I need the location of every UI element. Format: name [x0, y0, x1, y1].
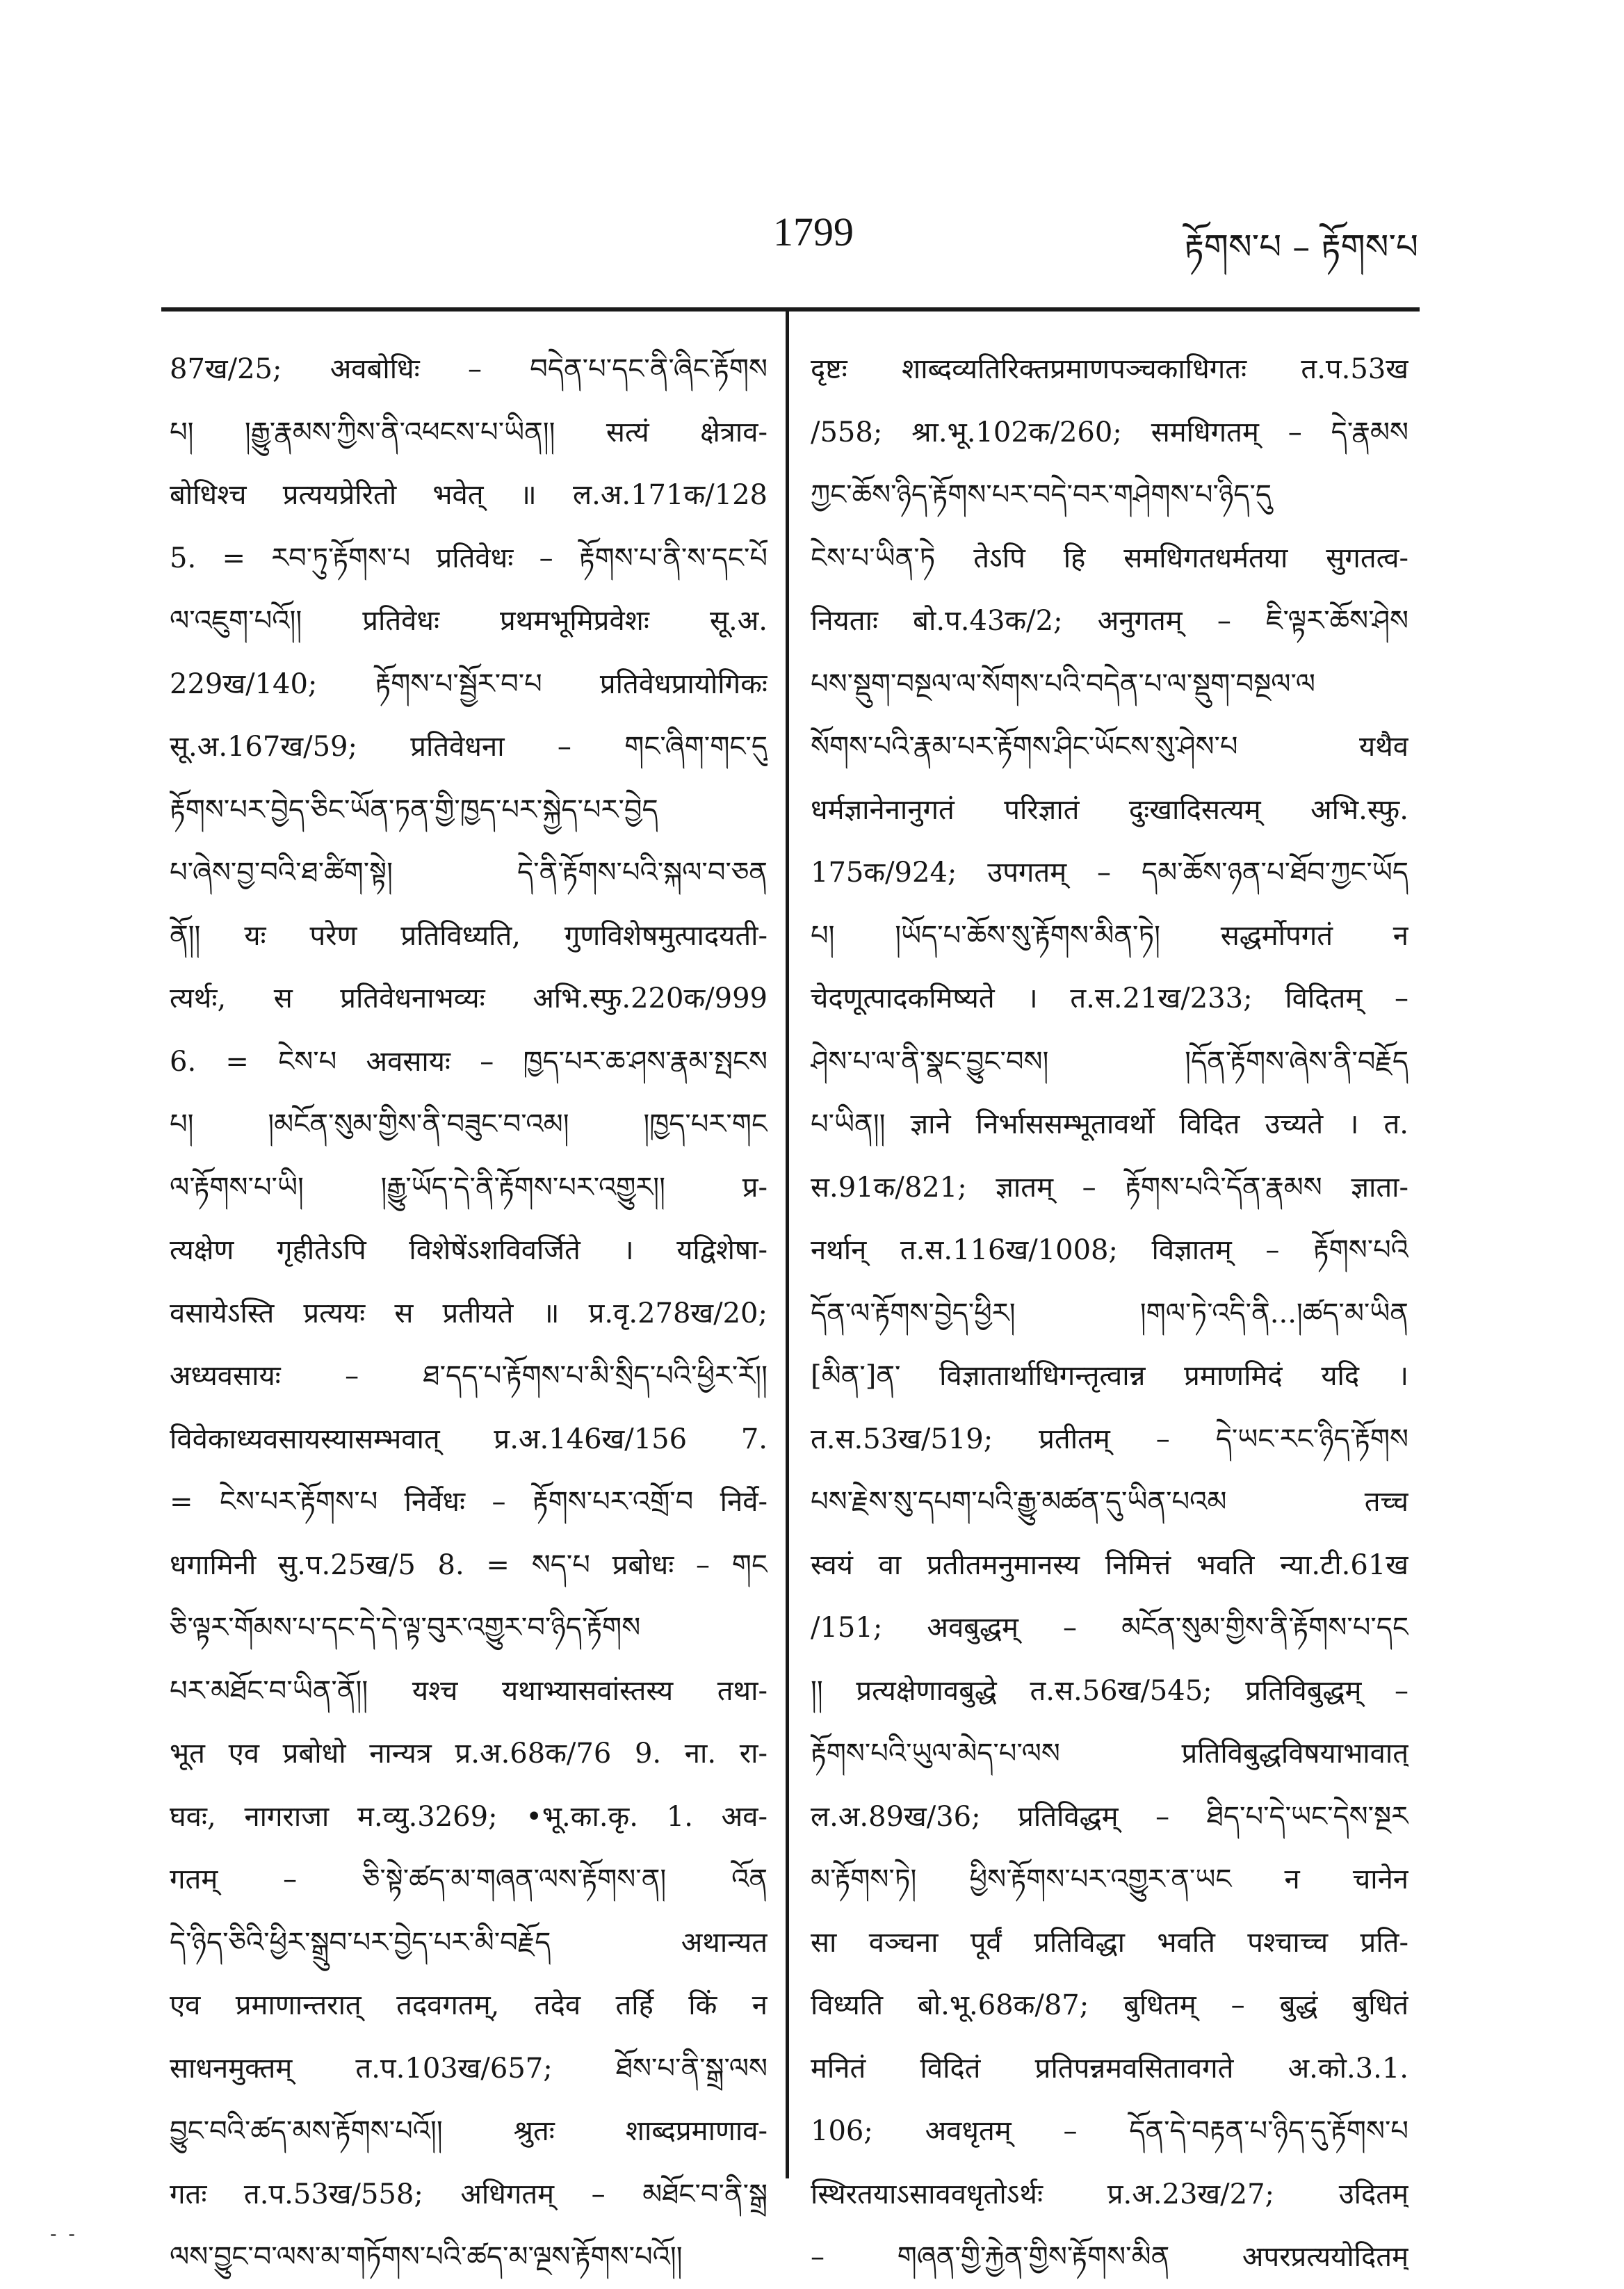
text-line: བྱུང་བའི་ཚད་མས་རྟོགས་པའོ།། श्रुतः शाब्दप्रमाणाव- [170, 2115, 768, 2147]
text-line: །། प्रत्यक्षेणावबुद्धे त.स.56ख/545; प्रतिविबुद्धम् – [811, 1674, 1408, 1707]
text-line: स्वयं वा प्रतीतमनुमानस्य निमित्तं भवति न्या.टी.61ख [811, 1548, 1408, 1581]
text-line: 5. = རབ་ཏུ་རྟོགས་པ प्रतिवेधः – རྟོགས་པ་ནི་ས་དང་པོ [170, 542, 768, 574]
text-line: गतः त.प.53ख/558; अधिगतम् – མཐོང་བ་ནི་སྒྲ [170, 2178, 768, 2210]
margin-mark: - - [50, 2222, 78, 2245]
text-line: गतम् – ཅི་སྟེ་ཚད་མ་གཞན་ལས་རྟོགས་ན། འོན [170, 1863, 768, 1895]
text-line: ལ་འཇུག་པའོ།། प्रतिवेधः प्रथमभूमिप्रवेशः सू.अ. [170, 605, 768, 637]
text-line: विध्यति बो.भू.68क/87; बुधितम् – बुद्धं बुधितं [811, 1989, 1408, 2021]
text-line: दृष्टः शाब्दव्यतिरिक्तप्रमाणपञ्चकाधिगतः त.प.53ख [811, 353, 1408, 385]
text-line: ལས་བྱུང་བ་ལས་མ་གཏོགས་པའི་ཚད་མ་ལྔས་རྟོགས་པའོ།། [170, 2241, 683, 2273]
text-line: त.स.53ख/519; प्रतीतम् – དེ་ཡང་རང་ཉིད་རྟོགས [811, 1423, 1408, 1455]
text-line: པ། །མངོན་སུམ་གྱིས་ནི་བཟུང་བ་འམ། །ཁྱད་པར་གང [170, 1108, 768, 1140]
text-line: /558; श्रा.भू.102क/260; समधिगतम् – དེ་རྣམས [811, 416, 1408, 448]
text-line: ल.अ.89ख/36; प्रतिविद्धम् – ཐིད་པ་དེ་ཡང་དེས་སྔར [811, 1800, 1408, 1833]
text-line: नर्थान् त.स.116ख/1008; विज्ञातम् – རྟོགས་པའི [811, 1234, 1408, 1266]
text-line: དོན་ལ་རྟོགས་བྱེད་ཕྱིར། །གལ་ཏེ་འདི་ནི...།ཚད་མ་ཡིན [811, 1297, 1408, 1329]
text-line: सू.अ.167ख/59; प्रतिवेधना – གང་ཞིག་གང་དུ [170, 731, 768, 763]
text-line: ངེས་པ་ཡིན་ཏེ तेऽपि हि समधिगतधर्मतया सुगतत्व- [811, 542, 1408, 574]
text-line: རྟོགས་པའི་ཡུལ་མེད་པ་ལས प्रतिविबुद्धविषयाभावात् [811, 1738, 1408, 1770]
text-line: त्यक्षेण गृहीतेऽपि विशेषेंऽशविवर्जिते । यद्विशेषा- [170, 1234, 768, 1266]
text-line: ལ་རྟོགས་པ་ཡི། །རྒྱུ་ཡོད་དེ་ནི་རྟོགས་པར་འགྱུར།། प्र- [170, 1171, 768, 1204]
text-line: པ། །ཡོད་པ་ཆོས་སུ་རྟོགས་མིན་ཏེ། सद्धर्मोपगतं न [811, 919, 1408, 952]
text-line: 87ख/25; अवबोधिः – བདེན་པ་དང་ནི་ཞིང་རྟོགས [170, 353, 768, 385]
text-line: པས་སྡུག་བསྔལ་ལ་སོགས་པའི་བདེན་པ་ལ་སྡུག་བསྔལ་ལ [811, 668, 1315, 700]
text-line: 106; अवधृतम् – དོན་དེ་བརྟན་པ་ཉིད་དུ་རྟོགས་པ [811, 2115, 1408, 2147]
text-line: = ངེས་པར་རྟོགས་པ निर्वेधः – རྟོགས་པར་འགྲོ་བ निर्वे- [170, 1486, 768, 1518]
text-line: པར་མཐོང་བ་ཡིན་ནོ།། यश्च यथाभ्यासवांस्तस्य तथा- [170, 1674, 768, 1707]
text-line: बोधिश्च प्रत्ययप्रेरितो भवेत् ॥ ल.अ.171क/128 [170, 479, 768, 511]
header-rule [161, 307, 1420, 312]
text-line: ཅི་ལྟར་གོམས་པ་དང་དེ་དེ་ལྟ་བུར་འགྱུར་བ་ཉིད་རྟོགས [170, 1612, 641, 1644]
text-line: साधनमुक्तम् त.प.103ख/657; ཐོས་པ་ནི་སྒྲ་ལས [170, 2052, 768, 2085]
text-line: त्यर्थः, स प्रतिवेधनाभव्यः अभि.स्फु.220क/999 [170, 982, 768, 1014]
text-line: ནོ།། यः परेण प्रतिविध्यति, गुणविशेषमुत्पादयती- [170, 919, 768, 952]
text-line: धगामिनी सु.प.25ख/5 8. = སད་པ प्रबोधः – གང [170, 1548, 768, 1581]
text-line: अध्यवसायः – ཐ་དད་པ་རྟོགས་པ་མི་སྲིད་པའི་ཕྱིར་རོ།། [170, 1360, 768, 1392]
column-divider [786, 312, 789, 2178]
text-line: भूत एव प्रबोधो नान्यत्र प्र.अ.68क/76 9. ना. रा- [170, 1738, 768, 1770]
text-line: वसायेऽस्ति प्रत्ययः स प्रतीयते ॥ प्र.वृ.278ख/20; [170, 1297, 768, 1329]
text-line: स्थिरतयाऽसाववधृतोऽर्थः प्र.अ.23ख/27; उदितम् [811, 2178, 1408, 2210]
left-column [170, 338, 768, 2289]
text-line: 175क/924; उपगतम् – དམ་ཆོས་ཉན་པ་ཐོབ་ཀྱང་ཡོད [811, 857, 1408, 889]
text-line: པ་ཞེས་བྱ་བའི་ཐ་ཚིག་སྟེ། དེ་ནི་རྟོགས་པའི་སྐལ་བ་ཅན [170, 857, 768, 889]
text-line: मनितं विदितं प्रतिपन्नमवसितावगते अ.को.3.1. [811, 2052, 1408, 2085]
text-line: རྟོགས་པར་བྱེད་ཅིང་ཡོན་ཏན་གྱི་ཁྱད་པར་སྐྱེད་པར་བྱེད [170, 793, 658, 826]
text-line: པ། །རྒྱུ་རྣམས་ཀྱིས་ནི་འཕངས་པ་ཡིན།། सत्यं क्षेत्राव- [170, 416, 768, 448]
text-line: एव प्रमाणान्तरात् तदवगतम्, तदेव तर्हि किं न [170, 1989, 768, 2021]
text-line: དེ་ཉིད་ཅིའི་ཕྱིར་སྒྲུབ་པར་བྱེད་པར་མི་བརྗོད अथान्यत [170, 1926, 768, 1959]
page-number: 1799 [773, 209, 854, 254]
right-column [811, 338, 1408, 2289]
running-head: རྟོགས་པ – རྟོགས་པ [1184, 227, 1418, 267]
text-line: स.91क/821; ज्ञातम् – རྟོགས་པའི་དོན་རྣམས ज्ञाता- [811, 1171, 1408, 1204]
text-line: སོགས་པའི་རྣམ་པར་རྟོགས་ཤིང་ཡོངས་སུ་ཤེས་པ यथैव [811, 731, 1408, 763]
text-line: 6. = ངེས་པ अवसायः – ཁྱད་པར་ཆ་ཤས་རྣམ་སྤངས [170, 1045, 768, 1078]
text-line: – གཞན་གྱི་རྐྱེན་གྱིས་རྟོགས་མིན अपरप्रत्ययोदितम् [811, 2241, 1408, 2273]
text-line: धर्मज्ञानेनानुगतं परिज्ञातं दुःखादिसत्यम् अभि.स्फु. [811, 793, 1408, 826]
text-line: པས་རྗེས་སུ་དཔག་པའི་རྒྱུ་མཚན་དུ་ཡིན་པའམ तच्च [811, 1486, 1408, 1518]
text-line: नियताः बो.प.43क/2; अनुगतम् – ཇི་ལྟར་ཆོས་ཤེས [811, 605, 1408, 637]
text-line: [མིན་]ན་ विज्ञातार्थाधिगन्तृत्वान्न प्रमाणमिदं यदि । [811, 1360, 1408, 1392]
text-line: ཀྱང་ཆོས་ཉིད་རྟོགས་པར་བདེ་བར་གཤེགས་པ་ཉིད་དུ [811, 479, 1272, 511]
text-line: /151; अवबुद्धम् – མངོན་སུམ་གྱིས་ནི་རྟོགས་པ་དང [811, 1612, 1408, 1644]
text-line: घवः, नागराजा म.व्यु.3269; •भू.का.कृ. 1. अव- [170, 1800, 768, 1833]
text-line: विवेकाध्यवसायस्यासम्भवात् प्र.अ.146ख/156 7. [170, 1423, 768, 1455]
text-line: པ་ཡིན།། ज्ञाने निर्भाससम्भूतावर्थो विदित उच्यते । त. [811, 1108, 1408, 1140]
text-line: 229ख/140; རྟོགས་པ་སྦྱོར་བ་པ प्रतिवेधप्रायोगिकः [170, 668, 768, 700]
text-line: མ་རྟོགས་ཏེ། ཕྱིས་རྟོགས་པར་འགྱུར་ན་ཡང न चानेन [811, 1863, 1408, 1895]
text-line: चेदणूत्पादकमिष्यते । त.स.21ख/233; विदितम् – [811, 982, 1408, 1014]
text-line: सा वञ्चना पूर्वं प्रतिविद्धा भवति पश्चाच्च प्रति- [811, 1926, 1408, 1959]
text-line: ཤེས་པ་ལ་ནི་སྣང་བྱུང་བས། །དོན་རྟོགས་ཞེས་ནི་བརྗོད [811, 1045, 1408, 1078]
